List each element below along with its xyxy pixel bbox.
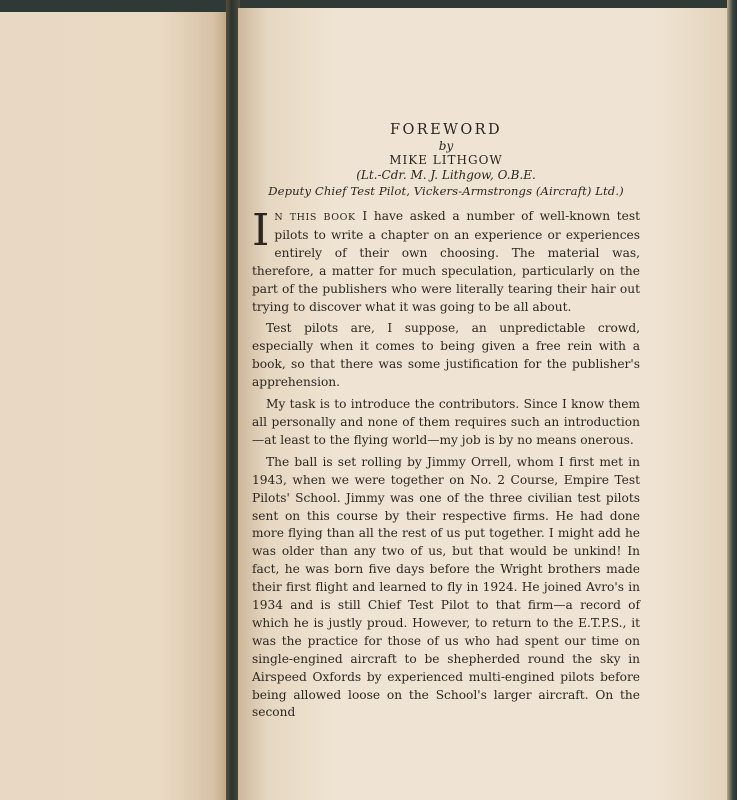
drop-cap: I [252, 205, 270, 256]
paragraph-3: My task is to introduce the contributors. Since I know them all personally and none of them requires such an introduction —at least to the flying world—my job is by no means onerous. [252, 397, 640, 447]
paragraph-lead: N THIS BOOK [274, 212, 356, 223]
author-rank: (Lt.-Cdr. M. J. Lithgow, O.B.E. [356, 168, 536, 182]
by-line: by [438, 139, 454, 153]
author-position: Deputy Chief Test Pilot, Vickers-Armstrongs (Aircraft) Ltd.) [268, 184, 624, 198]
paragraph-4: The ball is set rolling by Jimmy Orrell, whom I first met in 1943, when we were together on No. 2 Course, Empire Test Pilots' School. Jimmy was one of the three civilian test pilots sent on this course by their respective firms. He had done more flying than all the rest of us put together. I might add he was older than any two of us, but that would be unkind! In fact, he was born five days before the Wright brothers made their first flight and learned to fly in 1924. He joined Avro's in 1934 and is still Chief Test Pilot to that firm—a record of which he is justly proud. However, to return to the E.T.P.S., it was the practice for those of us who had spent our time on single-engined aircraft to be shepherded round the sky in Airspeed Oxfords by experienced multi-engined pilots before being allowed loose on the School's larger aircraft. On the second [252, 454, 640, 720]
paragraph-2: Test pilots are, I suppose, an unpredictable crowd, especially when it comes to being given a free rein with a book, so that there was some justification for the publisher's apprehension. [252, 321, 640, 390]
page-edge [727, 0, 737, 800]
foreword-body [252, 205, 640, 722]
foreword-title: FOREWORD [390, 122, 502, 138]
paragraph-text: I have asked a number of well-known test pilots to write a chapter on an experience or experiences entirely of their own choosing. The material was, therefore, a matter for much speculation, particularly on the part of the publishers who were literally tearing their hair out trying to discover what it was going to be all about. [252, 209, 640, 314]
paragraph-1 [252, 205, 640, 316]
foreword-text-block [252, 118, 640, 726]
author-name: MIKE LITHGOW [389, 153, 503, 167]
left-page [0, 12, 232, 800]
